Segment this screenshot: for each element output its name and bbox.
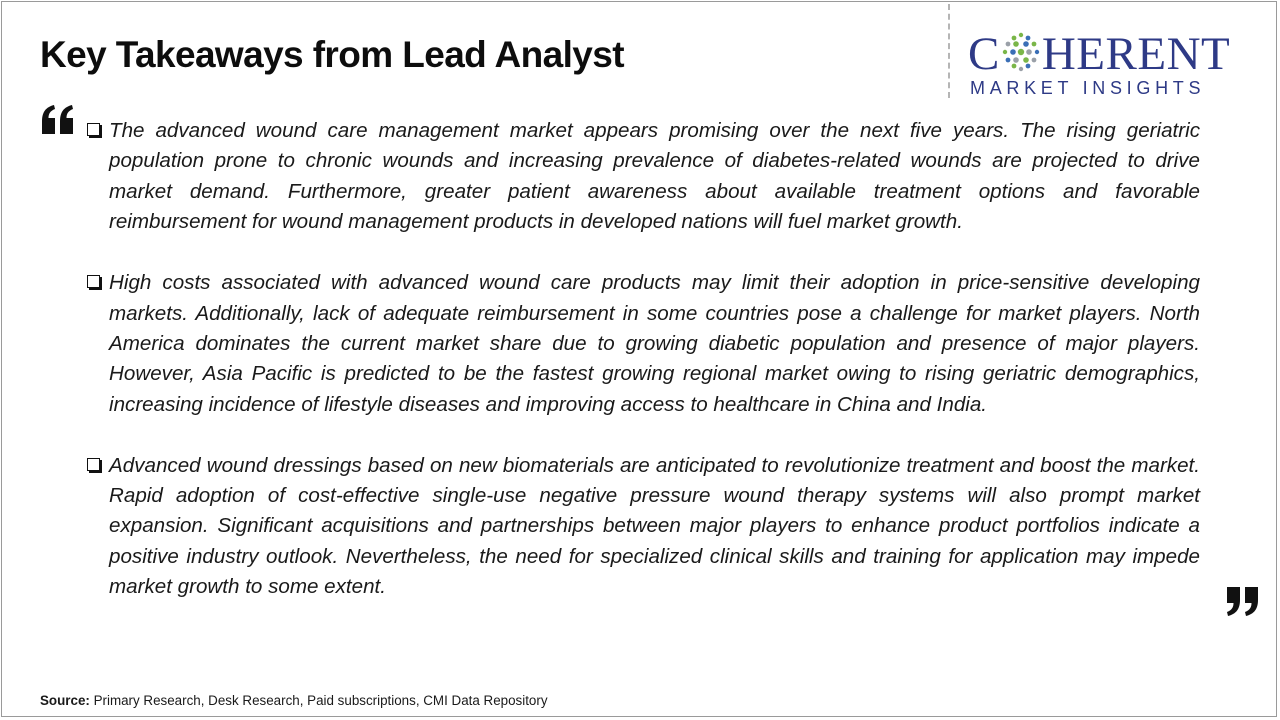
takeaway-text: Advanced wound dressings based on new biomaterials are anticipated to revolutionize treatment and boost the market. Rapid adoption of cost-effective single-use negative pressure wound therapy systems will also prompt market expansion. Significant acquisitions and partnerships between major players to enhance product portfolios indicate a positive industry outlook. Nevertheless, the need for specialized clinical skills and training for application may impede market growth to some extent.	[109, 453, 1200, 599]
checkbox-bullet-icon	[87, 275, 100, 288]
source-note	[40, 693, 548, 708]
logo-letter-c: C	[968, 28, 1000, 80]
takeaway-text: The advanced wound care management market appears promising over the next five years. The rising geriatric population prone to chronic wounds and increasing prevalence of diabetes-related wounds are projected to drive market demand. Furthermore, greater patient awareness about available treatment options and favorable reimbursement for wound management products in developed nations will fuel market growth.	[109, 119, 1200, 234]
company-logo	[968, 26, 1260, 100]
checkbox-bullet-icon	[87, 123, 100, 136]
source-text: Primary Research, Desk Research, Paid subscriptions, CMI Data Repository	[89, 693, 548, 708]
takeaway-item	[86, 451, 1200, 603]
source-label: Source:	[40, 693, 90, 708]
takeaway-text: High costs associated with advanced wound care products may limit their adoption in price-sensitive developing markets. Additionally, lack of adequate reimbursement in some countries pose a challenge for market players. North America dominates the current market share due to growing diabetic population and presence of major players. However, Asia Pacific is predicted to be the fastest growing regional market owing to rising geriatric demographics, increasing incidence of lifestyle diseases and improving access to healthcare in China and India.	[109, 271, 1200, 416]
logo-wordmark	[968, 26, 1230, 82]
takeaway-item	[86, 116, 1200, 238]
logo-letters-herent: HERENT	[1041, 28, 1231, 80]
takeaway-list	[86, 116, 1200, 633]
quote-close-icon	[1224, 585, 1260, 617]
page-title: Key Takeaways from Lead Analyst	[40, 34, 624, 75]
logo-tagline: MARKET INSIGHTS	[970, 78, 1206, 98]
logo-divider	[948, 4, 950, 98]
checkbox-bullet-icon	[87, 458, 100, 471]
quote-open-icon	[40, 104, 76, 136]
logo-globe-icon	[1001, 32, 1041, 72]
takeaway-item	[86, 268, 1200, 420]
